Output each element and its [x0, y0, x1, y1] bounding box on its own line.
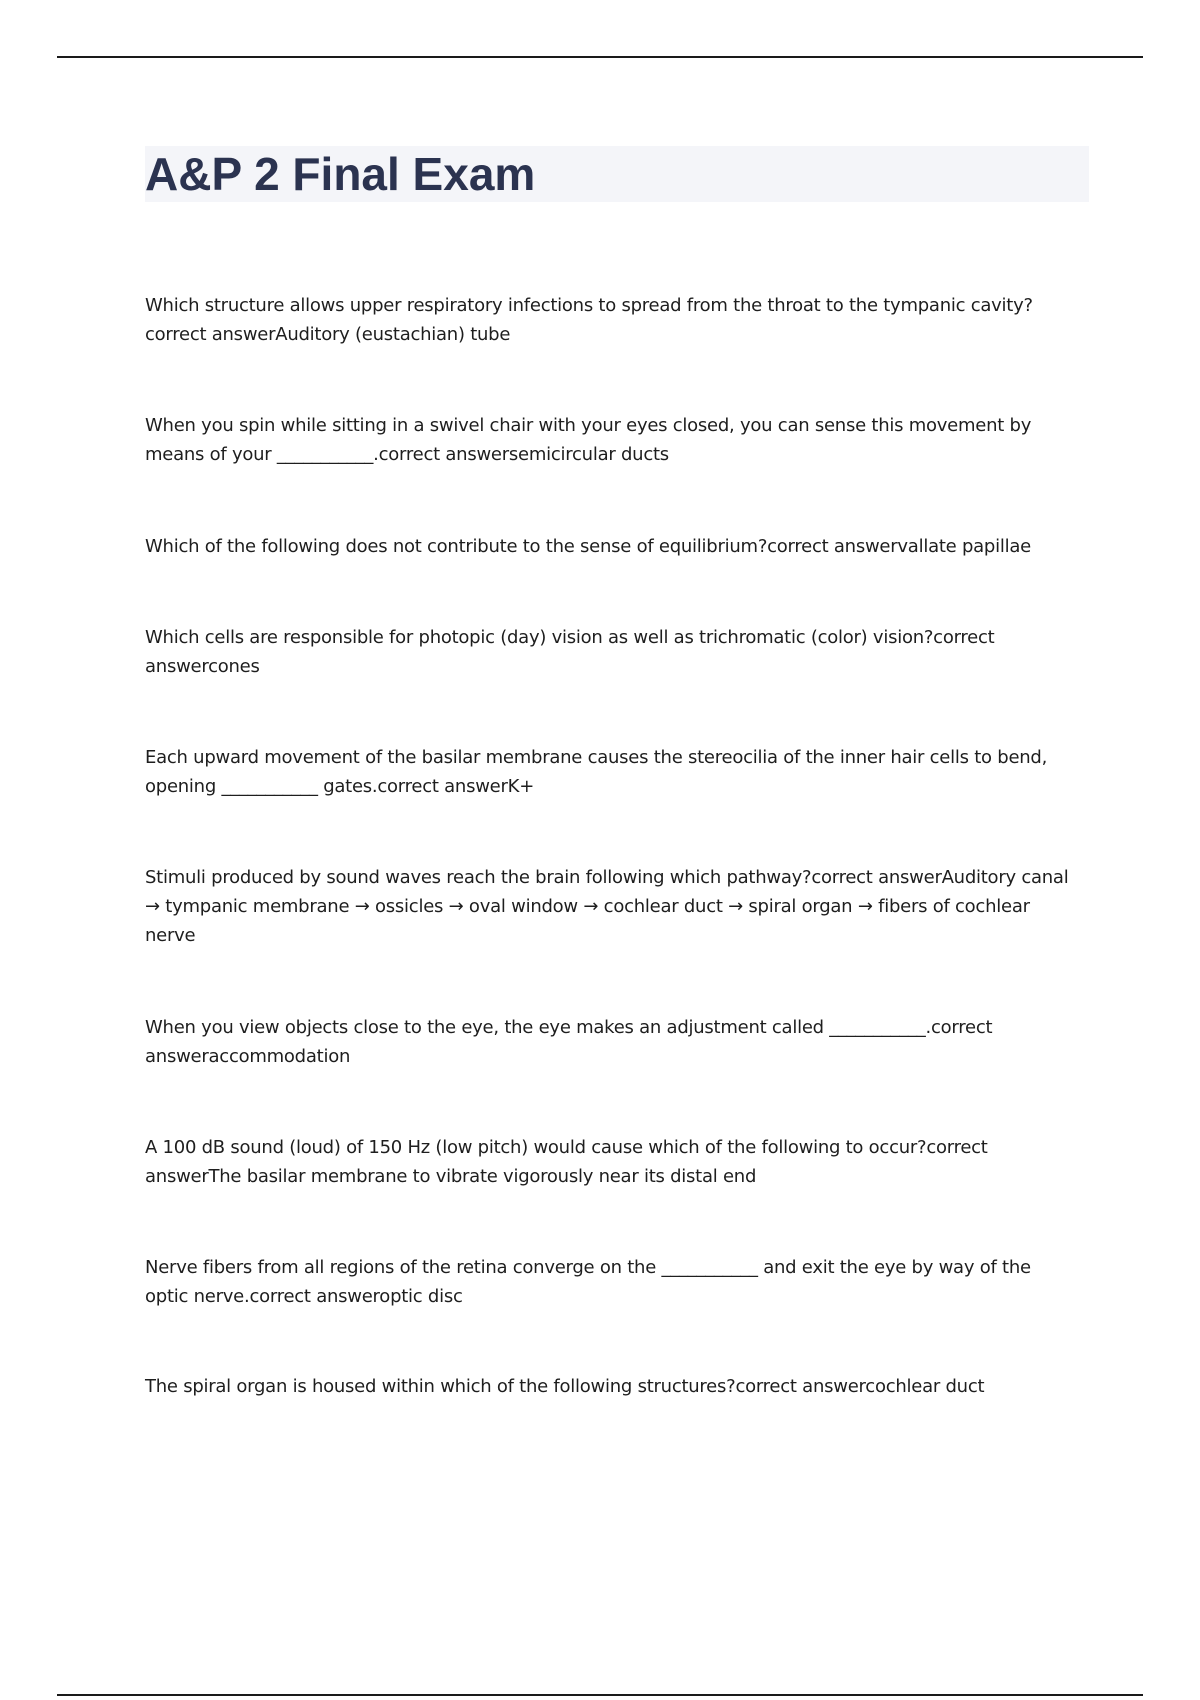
question-answer-item: Which structure allows upper respiratory infections to spread from the throat to the tympanic cavity? correct answerAuditory (eustachian) tube	[145, 295, 1033, 345]
question-answer-item: The spiral organ is housed within which of the following structures?correct answercochlear duct	[145, 1376, 985, 1397]
question-answer-item: When you spin while sitting in a swivel chair with your eyes closed, you can sense this movement by means of your ___________.correct answersemicircular ducts	[145, 415, 1032, 465]
question-answer-item: Which of the following does not contribute to the sense of equilibrium?correct answervallate papillae	[145, 536, 1031, 557]
question-answer-item: Which cells are responsible for photopic (day) vision as well as trichromatic (color) vision?correct answercones	[145, 627, 995, 677]
question-answer-item: Stimuli produced by sound waves reach the brain following which pathway?correct answerAuditory canal → tympanic membrane → ossicles → oval window → cochlear duct → spiral organ → fibers of cochlear nerve	[145, 867, 1069, 946]
question-answer-item: A 100 dB sound (loud) of 150 Hz (low pitch) would cause which of the following to occur?correct answerThe basilar membrane to vibrate vigorously near its distal end	[145, 1137, 988, 1187]
document-title: A&P 2 Final Exam	[145, 148, 536, 200]
bottom-rule	[57, 1694, 1143, 1696]
question-answer-item: When you view objects close to the eye, the eye makes an adjustment called ___________.correct answeraccommodation	[145, 1017, 993, 1067]
question-answer-item: Nerve fibers from all regions of the retina converge on the ___________ and exit the eye by way of the optic nerve.correct answeroptic disc	[145, 1257, 1031, 1307]
question-answer-item: Each upward movement of the basilar membrane causes the stereocilia of the inner hair cells to bend, opening ___________ gates.correct answerK+	[145, 747, 1048, 797]
top-rule	[57, 56, 1143, 58]
